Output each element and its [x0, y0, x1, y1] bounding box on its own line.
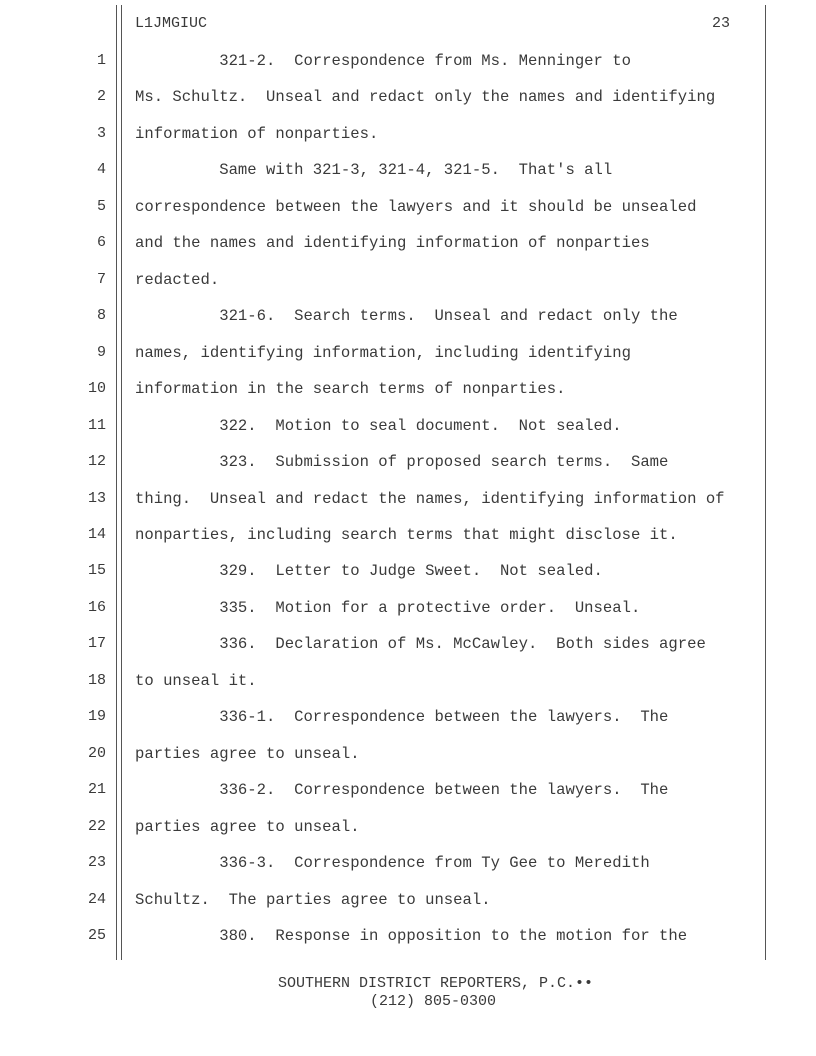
- line-number: 14: [87, 525, 106, 543]
- line-text: 380. Response in opposition to the motion for the: [135, 927, 688, 946]
- transcript-line: [0, 598, 816, 618]
- line-text: and the names and identifying information of nonparties: [135, 234, 650, 253]
- line-number: 20: [87, 744, 106, 762]
- line-number: 23: [87, 854, 106, 872]
- line-number: 5: [96, 197, 106, 215]
- line-text: 336. Declaration of Ms. McCawley. Both sides agree: [135, 635, 706, 654]
- line-number: 22: [87, 817, 106, 835]
- line-number: 21: [87, 781, 106, 799]
- transcript-code: L1JMGIUC: [135, 15, 208, 32]
- line-number: 3: [96, 124, 106, 142]
- transcript-line: [0, 306, 816, 326]
- line-text: 336-1. Correspondence between the lawyers. The: [135, 708, 669, 727]
- line-text: 321-2. Correspondence from Ms. Menninger to: [135, 52, 631, 70]
- line-text: redacted.: [135, 270, 220, 289]
- line-text: Same with 321-3, 321-4, 321-5. That's all: [135, 161, 613, 180]
- line-number: 8: [96, 307, 106, 325]
- line-number: 1: [96, 52, 106, 69]
- transcript-line: [0, 51, 816, 71]
- reporter-phone: (212) 805-0300: [369, 993, 497, 1010]
- line-number: 11: [87, 416, 106, 434]
- line-text: Ms. Schultz. Unseal and redact only the names and identifying: [135, 88, 716, 107]
- transcript-line: [0, 197, 816, 217]
- transcript-line: [0, 926, 816, 946]
- line-text: thing. Unseal and redact the names, identifying information of: [135, 489, 725, 508]
- transcript-line: [0, 416, 816, 436]
- page-number: 23: [711, 15, 730, 32]
- line-text: 323. Submission of proposed search terms. Same: [135, 453, 669, 472]
- line-number: 6: [96, 234, 106, 252]
- line-number: 17: [87, 635, 106, 653]
- line-text: 329. Letter to Judge Sweet. Not sealed.: [135, 562, 603, 581]
- transcript-line: [0, 87, 816, 107]
- line-number: 16: [87, 598, 106, 616]
- transcript-line: [0, 853, 816, 873]
- transcript-line: [0, 233, 816, 253]
- line-text: parties agree to unseal.: [135, 744, 360, 763]
- transcript-line: [0, 707, 816, 727]
- reporter-name: SOUTHERN DISTRICT REPORTERS, P.C.••: [277, 975, 594, 992]
- transcript-line: [0, 270, 816, 290]
- transcript-line: [0, 343, 816, 363]
- line-text: information in the search terms of nonparties.: [135, 380, 566, 399]
- transcript-line: [0, 160, 816, 180]
- line-text: 336-3. Correspondence from Ty Gee to Meredith: [135, 854, 650, 873]
- line-number: 18: [87, 671, 106, 689]
- transcript-line: [0, 780, 816, 800]
- line-number: 12: [87, 453, 106, 471]
- transcript-line: [0, 671, 816, 691]
- line-text: parties agree to unseal.: [135, 817, 360, 836]
- transcript-line: [0, 744, 816, 764]
- line-number: 25: [87, 927, 106, 945]
- line-number: 24: [87, 890, 106, 908]
- transcript-line: [0, 124, 816, 144]
- line-text: 335. Motion for a protective order. Unseal.: [135, 598, 641, 617]
- line-text: names, identifying information, including identifying: [135, 343, 631, 362]
- transcript-line: [0, 890, 816, 910]
- line-text: 336-2. Correspondence between the lawyers. The: [135, 781, 669, 800]
- line-number: 19: [87, 708, 106, 726]
- footer: [0, 975, 816, 1011]
- line-number: 10: [87, 380, 106, 398]
- transcript-line: [0, 817, 816, 837]
- transcript-line: [0, 452, 816, 472]
- line-text: Schultz. The parties agree to unseal.: [135, 890, 491, 909]
- line-number: 9: [96, 343, 106, 361]
- line-number: 13: [87, 489, 106, 507]
- line-text: correspondence between the lawyers and it should be unsealed: [135, 197, 697, 216]
- line-number: 4: [96, 161, 106, 179]
- transcript-line: [0, 634, 816, 654]
- line-text: nonparties, including search terms that might disclose it.: [135, 525, 678, 544]
- line-number: 7: [96, 270, 106, 288]
- line-number: 2: [96, 88, 106, 106]
- line-text: 322. Motion to seal document. Not sealed.: [135, 416, 622, 435]
- transcript-line: [0, 561, 816, 581]
- line-number: 15: [87, 562, 106, 580]
- line-text: 321-6. Search terms. Unseal and redact only the: [135, 307, 678, 326]
- transcript-line: [0, 489, 816, 509]
- line-text: to unseal it.: [135, 671, 257, 690]
- transcript-line: [0, 525, 816, 545]
- line-text: information of nonparties.: [135, 124, 379, 143]
- transcript-line: [0, 379, 816, 399]
